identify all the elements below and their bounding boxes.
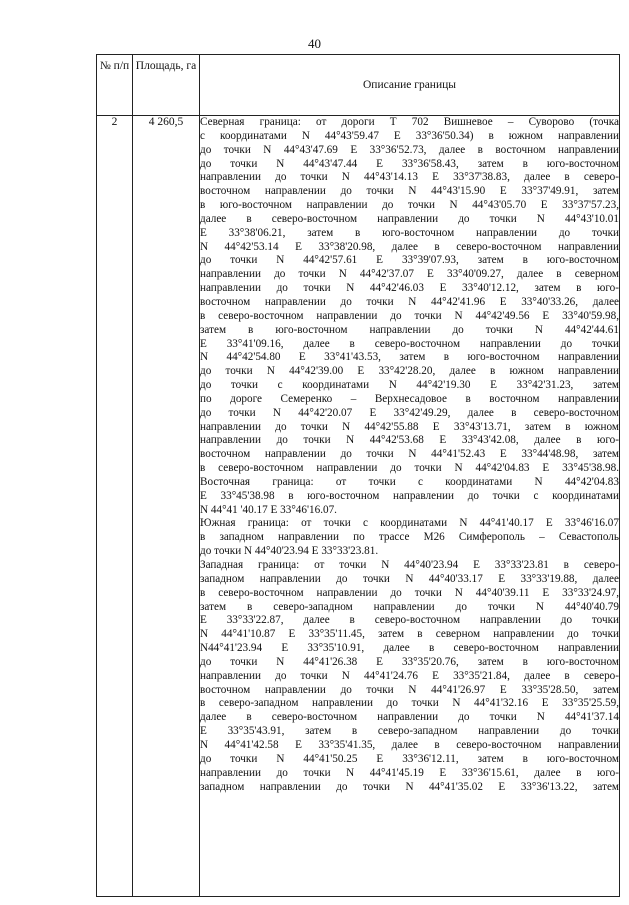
table-header-row — [97, 55, 620, 116]
table-row — [97, 116, 620, 897]
description-line: до точки N 44°42'57.61 E 33°39'07.93, затем в юго-восточном — [200, 254, 619, 267]
description-line: затем в северо-западном направлении до точки N 44°40'40.79 — [200, 600, 619, 613]
row-description — [200, 116, 620, 897]
header-description: Описание границы — [200, 55, 620, 116]
description-line: в юго-восточном направлении до точки N 44°43'05.70 E 33°37'57.23, — [200, 199, 619, 212]
description-line: E 33°45'38.98 в юго-восточном направлении до точки с координатами — [200, 489, 619, 502]
description-line: в западном направлении по трассе М26 Симферополь – Севастополь — [200, 531, 619, 544]
description-line: до точки N 44°43'47.69 E 33°36'52.73, далее в восточном направлении — [200, 143, 619, 156]
description-line: направлении до точки N 44°41'45.19 E 33°36'15.61, далее в юго- — [200, 766, 619, 779]
description-line: N 44°42'53.14 E 33°38'20.98, далее в северо-восточном направлении — [200, 240, 619, 253]
description-line: E 33°41'09.16, далее в северо-восточном направлении до точки — [200, 337, 619, 350]
description-text — [200, 116, 619, 794]
description-line: восточном направлении до точки N 44°41'52.43 E 33°44'48.98, затем — [200, 448, 619, 461]
boundary-table — [96, 54, 620, 897]
description-line: затем в юго-восточном направлении до точки N 44°42'44.61 — [200, 323, 619, 336]
description-line: восточном направлении до точки N 44°42'41.96 E 33°40'33.26, далее — [200, 295, 619, 308]
description-line: N 44°41'10.87 E 33°35'11.45, затем в северном направлении до точки — [200, 628, 619, 641]
description-line: N 44°41 '40.17 E 33°46'16.07. — [200, 503, 337, 516]
page-number: 40 — [308, 36, 321, 51]
description-line: до точки N 44°41'26.38 E 33°35'20.76, затем в юго-восточном — [200, 655, 619, 668]
description-line: далее в северо-восточном направлении до точки N 44°41'37.14 — [200, 711, 619, 724]
row-number: 2 — [97, 116, 133, 897]
description-line: направлении до точки N 44°42'53.68 E 33°43'42.08, далее в юго- — [200, 434, 619, 447]
description-line: Западная граница: от точки N 44°40'23.94 E 33°33'23.81 в северо- — [200, 559, 619, 571]
description-line: далее в северо-восточном направлении до точки N 44°43'10.01 — [200, 212, 619, 225]
description-line: Восточная граница: от точки с координатами N 44°42'04.83 — [200, 475, 619, 488]
description-line: E 33°38'06.21, затем в юго-восточном направлении до точки — [200, 226, 619, 239]
row-area: 4 260,5 — [133, 116, 200, 897]
description-line: западном направлении до точки N 44°40'33.17 E 33°33'19.88, далее — [200, 572, 619, 585]
description-line: E 33°33'22.87, далее в северо-восточном направлении до точки — [200, 614, 619, 627]
description-line: Северная граница: от дороги Т 702 Вишневое – Суворово (точка — [200, 116, 619, 128]
header-number: № п/п — [97, 55, 133, 116]
description-line: направлении до точки N 44°41'24.76 E 33°35'21.84, далее в северо- — [200, 669, 619, 682]
description-line: с координатами N 44°43'59.47 E 33°36'50.34) в южном направлении — [200, 129, 619, 142]
description-line: до точки N 44°41'50.25 E 33°36'12.11, затем в юго-восточном — [200, 752, 619, 765]
description-line: N 44°41'42.58 E 33°35'41.35, далее в северо-восточном направлении — [200, 738, 619, 751]
description-line: до точки N 44°40'23.94 E 33°33'23.81. — [200, 545, 379, 558]
description-line: в северо-восточном направлении до точки N 44°42'04.83 E 33°45'38.98. — [200, 462, 619, 475]
description-line: до точки N 44°43'47.44 E 33°36'58.43, затем в юго-восточном — [200, 157, 619, 170]
description-line: по дороге Семеренко – Верхнесадовое в восточном направлении — [200, 392, 619, 405]
description-line: до точки N 44°42'20.07 E 33°42'49.29, далее в северо-восточном — [200, 406, 619, 419]
description-line: N44°41'23.94 E 33°35'10.91, далее в северо-восточном направлении — [200, 642, 619, 655]
description-line: до точки N 44°42'39.00 E 33°42'28.20, далее в южном направлении — [200, 365, 619, 378]
description-line: в северо-западном направлении до точки N 44°41'32.16 E 33°35'25.59, — [200, 697, 619, 710]
description-line: в северо-восточном направлении до точки N 44°42'49.56 E 33°40'59.98, — [200, 309, 619, 322]
description-line: до точки с координатами N 44°42'19.30 E 33°42'31.23, затем — [200, 379, 619, 392]
description-line: восточном направлении до точки N 44°43'15.90 E 33°37'49.91, затем — [200, 185, 619, 198]
header-area: Площадь, га — [133, 55, 200, 116]
description-line: Южная граница: от точки с координатами N 44°41'40.17 E 33°46'16.07 — [200, 517, 619, 530]
description-line: восточном направлении до точки N 44°41'26.97 E 33°35'28.50, затем — [200, 683, 619, 696]
description-line: направлении до точки N 44°42'55.88 E 33°43'13.71, затем в южном — [200, 420, 619, 433]
description-line: E 33°35'43.91, затем в северо-западном направлении до точки — [200, 725, 619, 738]
description-line: направлении до точки N 44°42'46.03 E 33°40'12.12, затем в юго- — [200, 282, 619, 295]
description-line: N 44°42'54.80 E 33°41'43.53, затем в юго-восточном направлении — [200, 351, 619, 364]
description-line: направлении до точки N 44°43'14.13 E 33°37'38.83, далее в северо- — [200, 171, 619, 184]
description-line: западном направлении до точки N 44°41'35.02 E 33°36'13.22, затем — [200, 780, 619, 793]
description-line: направлении до точки N 44°42'37.07 E 33°40'09.27, далее в северном — [200, 268, 619, 281]
description-line: в северо-восточном направлении до точки N 44°40'39.11 E 33°33'24.97, — [200, 586, 619, 599]
